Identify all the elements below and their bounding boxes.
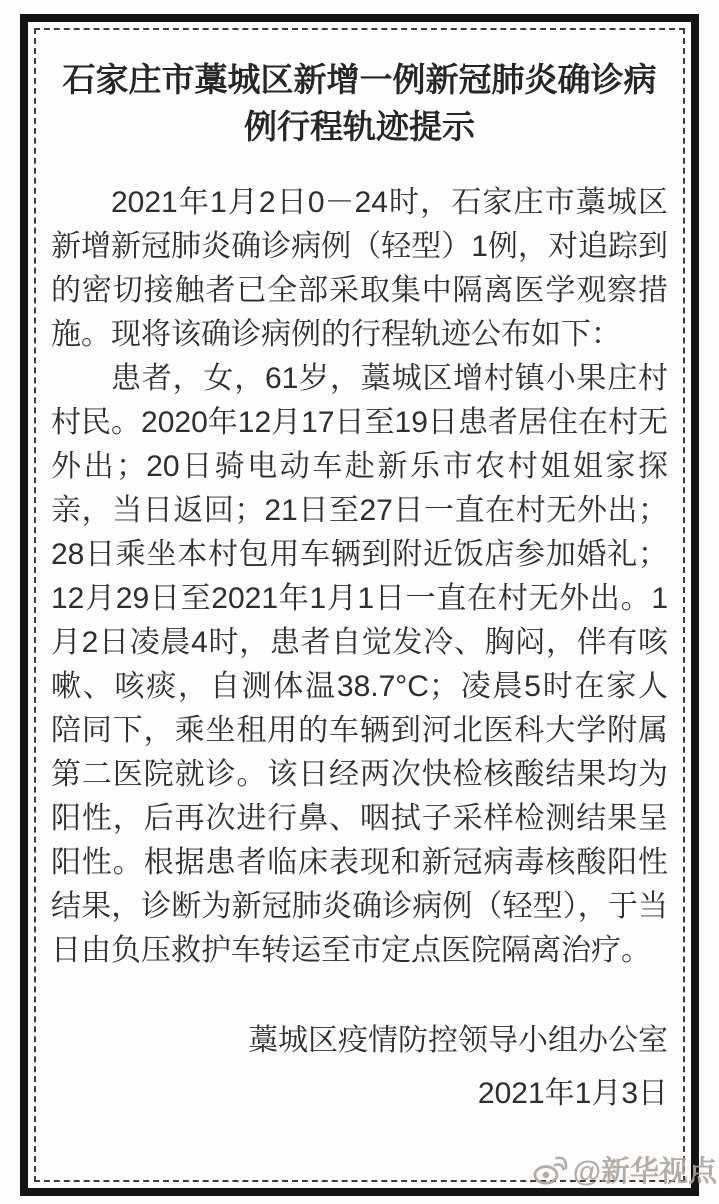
notice-title-line-1: 石家庄市藁城区新增一例新冠肺炎确诊病 xyxy=(62,61,657,98)
notice-title-line-2: 例行程轨迹提示 xyxy=(244,108,475,145)
watermark-text: @新华视点 xyxy=(572,1156,717,1188)
notice-body xyxy=(51,181,668,973)
paragraph-itinerary: 患者，女，61岁，藁城区增村镇小果庄村村民。2020年12月17日至19日患者居住在村无外出；20日骑电动车赴新乐市农村姐姐家探亲，当日返回；21日至27日一直在村无外出；28日乘坐本村包用车辆到附近饭店参加婚礼；12月29日至2021年1月1日一直在村无外出。1月2日凌晨4时，患者自觉发冷、胸闷，伴有咳嗽、咳痰，自测体温38.7°C；凌晨5时在家人陪同下，乘坐租用的车辆到河北医科大学附属第二医院就诊。该日经两次快检核酸结果均为阳性，后再次进行鼻、咽拭子采样检测结果呈阳性。根据患者临床表现和新冠病毒核酸阳性结果，诊断为新冠肺炎确诊病例（轻型），于当日由负压救护车转运至市定点医院隔离治疗。 xyxy=(51,362,668,967)
notice-title xyxy=(51,56,668,150)
issue-date: 2021年1月3日 xyxy=(477,1077,668,1110)
inner-dashed-frame xyxy=(34,28,685,1182)
paragraph-summary: 2021年1月2日0－24时，石家庄市藁城区新增新冠肺炎确诊病例（轻型）1例，对追踪到的密切接触者已全部采取集中隔离医学观察措施。现将该确诊病例的行程轨迹公布如下： xyxy=(51,186,668,351)
outer-border-frame xyxy=(20,14,699,1196)
issuing-office-signature: 藁城区疫情防控领导小组办公室 xyxy=(248,1024,668,1057)
